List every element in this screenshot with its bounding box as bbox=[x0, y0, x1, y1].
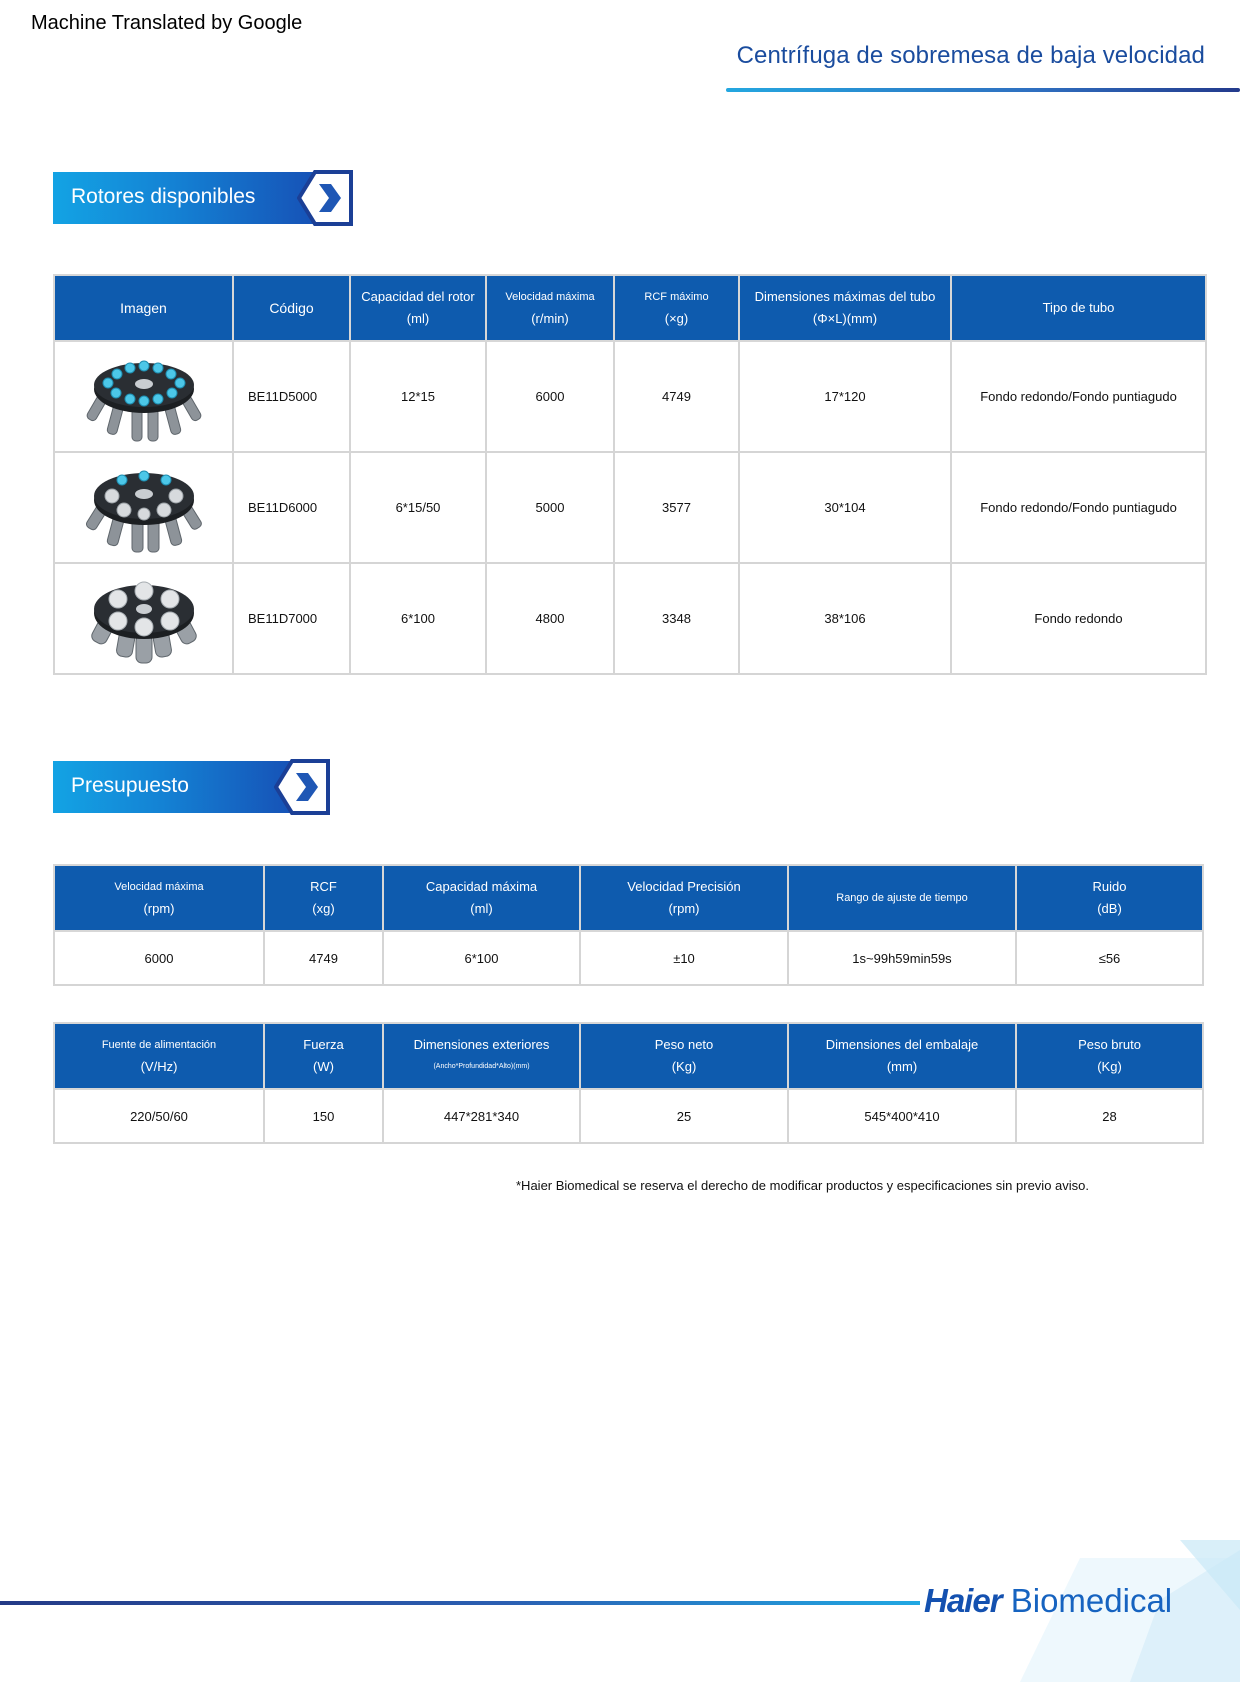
rotor-code: BE11D6000 bbox=[233, 452, 350, 563]
specs-table-physical bbox=[53, 1022, 1204, 1144]
column-header-power: Fuerza (W) bbox=[264, 1023, 383, 1089]
rotor-6-bucket-image bbox=[84, 569, 204, 669]
rotor-tube-dimensions: 30*104 bbox=[739, 452, 951, 563]
rotor-capacity: 6*15/50 bbox=[350, 452, 486, 563]
rotor-max-rcf: 3577 bbox=[614, 452, 739, 563]
value-max-speed: 6000 bbox=[54, 931, 264, 985]
table-row bbox=[54, 931, 1203, 985]
column-header-tube-type: Tipo de tubo bbox=[951, 275, 1206, 341]
rotor-max-speed: 5000 bbox=[486, 452, 614, 563]
column-header-package-dimensions: Dimensiones del embalaje (mm) bbox=[788, 1023, 1016, 1089]
value-power: 150 bbox=[264, 1089, 383, 1143]
column-header-capacity: Capacidad del rotor (ml) bbox=[350, 275, 486, 341]
column-header-max-rcf: RCF máximo (×g) bbox=[614, 275, 739, 341]
column-header-rcf: RCF (xg) bbox=[264, 865, 383, 931]
rotor-code: BE11D7000 bbox=[233, 563, 350, 674]
rotor-max-speed: 6000 bbox=[486, 341, 614, 452]
rotor-12-tube-image bbox=[84, 347, 204, 447]
rotor-image-cell bbox=[54, 341, 233, 452]
rotor-tube-dimensions: 17*120 bbox=[739, 341, 951, 452]
column-header-max-capacity: Capacidad máxima (ml) bbox=[383, 865, 580, 931]
table-row bbox=[54, 1089, 1203, 1143]
value-net-weight: 25 bbox=[580, 1089, 788, 1143]
column-header-tube-dimensions: Dimensiones máximas del tubo (Φ×L)(mm) bbox=[739, 275, 951, 341]
specs-table-performance bbox=[53, 864, 1204, 986]
column-header-code: Código bbox=[233, 275, 350, 341]
value-exterior-dimensions: 447*281*340 bbox=[383, 1089, 580, 1143]
section-title-rotors: Rotores disponibles bbox=[71, 185, 256, 208]
machine-translation-banner: Machine Translated by Google bbox=[31, 12, 303, 34]
rotor-max-rcf: 4749 bbox=[614, 341, 739, 452]
rotor-tube-type: Fondo redondo/Fondo puntiagudo bbox=[951, 341, 1206, 452]
column-header-gross-weight: Peso bruto (Kg) bbox=[1016, 1023, 1203, 1089]
value-max-capacity: 6*100 bbox=[383, 931, 580, 985]
chevron-right-icon bbox=[297, 170, 355, 226]
chevron-right-icon bbox=[274, 759, 332, 815]
column-header-noise: Ruido (dB) bbox=[1016, 865, 1203, 931]
value-rcf: 4749 bbox=[264, 931, 383, 985]
column-header-max-speed: Velocidad máxima (r/min) bbox=[486, 275, 614, 341]
column-header-power-supply: Fuente de alimentación (V/Hz) bbox=[54, 1023, 264, 1089]
rotor-max-speed: 4800 bbox=[486, 563, 614, 674]
table-row bbox=[54, 563, 1206, 674]
value-speed-precision: ±10 bbox=[580, 931, 788, 985]
table-header-row bbox=[54, 275, 1206, 341]
rotor-image-cell bbox=[54, 563, 233, 674]
value-power-supply: 220/50/60 bbox=[54, 1089, 264, 1143]
value-gross-weight: 28 bbox=[1016, 1089, 1203, 1143]
footer-rule bbox=[0, 1601, 920, 1605]
column-header-net-weight: Peso neto (Kg) bbox=[580, 1023, 788, 1089]
rotor-tube-type: Fondo redondo/Fondo puntiagudo bbox=[951, 452, 1206, 563]
table-header-row bbox=[54, 865, 1203, 931]
value-noise: ≤56 bbox=[1016, 931, 1203, 985]
column-header-max-speed: Velocidad máxima (rpm) bbox=[54, 865, 264, 931]
table-row bbox=[54, 341, 1206, 452]
rotors-table bbox=[53, 274, 1207, 675]
table-row bbox=[54, 452, 1206, 563]
page-title: Centrífuga de sobremesa de baja velocidad bbox=[736, 42, 1205, 69]
value-time-range: 1s~99h59min59s bbox=[788, 931, 1016, 985]
table-header-row bbox=[54, 1023, 1203, 1089]
rotor-6-tube-image bbox=[84, 458, 204, 558]
rotor-max-rcf: 3348 bbox=[614, 563, 739, 674]
rotor-code: BE11D5000 bbox=[233, 341, 350, 452]
disclaimer-note: *Haier Biomedical se reserva el derecho de modificar productos y especificaciones sin previo aviso. bbox=[516, 1178, 1089, 1193]
rotor-tube-dimensions: 38*106 bbox=[739, 563, 951, 674]
column-header-image: Imagen bbox=[54, 275, 233, 341]
title-underline bbox=[726, 88, 1240, 92]
column-header-time-range: Rango de ajuste de tiempo bbox=[788, 865, 1016, 931]
rotor-tube-type: Fondo redondo bbox=[951, 563, 1206, 674]
value-package-dimensions: 545*400*410 bbox=[788, 1089, 1016, 1143]
rotor-image-cell bbox=[54, 452, 233, 563]
rotor-capacity: 12*15 bbox=[350, 341, 486, 452]
column-header-speed-precision: Velocidad Precisión (rpm) bbox=[580, 865, 788, 931]
section-title-budget: Presupuesto bbox=[71, 774, 189, 797]
rotor-capacity: 6*100 bbox=[350, 563, 486, 674]
column-header-exterior-dimensions: Dimensiones exteriores (Ancho*Profundidad*Alto)(mm) bbox=[383, 1023, 580, 1089]
brand-logo: Haier Biomedical bbox=[924, 1582, 1173, 1619]
